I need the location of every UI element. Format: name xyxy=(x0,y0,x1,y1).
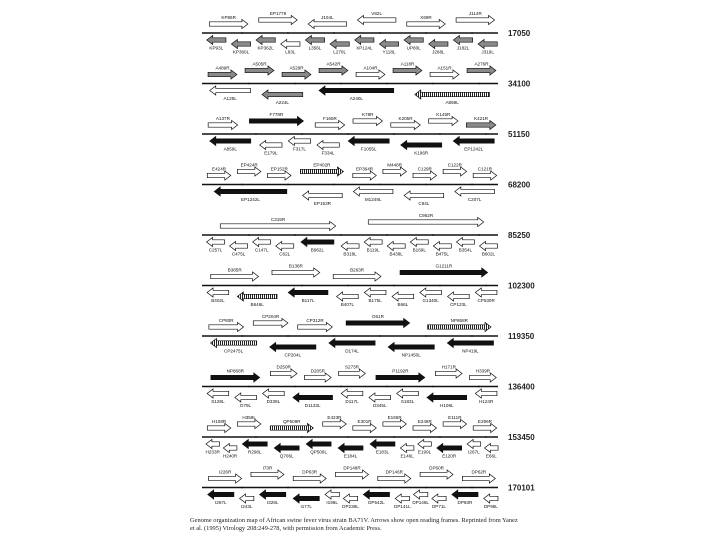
figure-caption: Genome organization map of African swine fever virus strain BA71V. Arrows show open reading frames. Reprinted from Yanez et al. (1995) Virology 208:249-278, with permission from Academic Press. xyxy=(190,517,518,532)
tick-dot xyxy=(347,133,349,135)
orf-label: E111R xyxy=(448,415,462,420)
orf-label: J114R xyxy=(468,11,482,16)
orf-label: B475L xyxy=(435,251,449,257)
row-end-label: 51150 xyxy=(508,130,530,139)
orf-label: NP868R xyxy=(226,368,244,374)
orf-label: B119L xyxy=(366,247,380,253)
tick-dot xyxy=(386,234,388,236)
orf-label: NP1450L xyxy=(401,352,421,358)
orf-label: B438L xyxy=(389,251,403,257)
orf-label: B407L xyxy=(340,302,355,307)
tick-dot xyxy=(439,436,441,438)
orf-label: D79L xyxy=(240,403,252,408)
orf-label: F165R xyxy=(323,116,337,121)
tick-dot xyxy=(393,133,395,135)
orf-label: E296R xyxy=(477,419,492,424)
orf-label: C62L xyxy=(279,251,291,257)
orf-label: B66L xyxy=(397,302,409,307)
tick-dot xyxy=(485,436,487,438)
orf-label: QP509L xyxy=(310,449,328,455)
orf-label: H339R xyxy=(475,368,491,374)
orf-label: A151R xyxy=(437,65,452,71)
orf-label: CP204L xyxy=(284,352,302,358)
tick-dot xyxy=(471,32,473,34)
orf-label: F778R xyxy=(269,112,284,117)
orf-label: G1340L xyxy=(422,298,439,303)
orf-label: EP402R xyxy=(313,162,331,168)
orf-label: D117L xyxy=(345,399,359,404)
genome-row xyxy=(202,11,531,55)
orf-label: CP312R xyxy=(306,318,324,323)
orf-label: CP80R xyxy=(218,318,234,323)
orf-label: I73R xyxy=(262,465,273,471)
tick-dot xyxy=(287,335,289,337)
tick-dot xyxy=(379,184,381,186)
tick-dot xyxy=(347,285,349,287)
orf-label: EP1779 xyxy=(269,11,287,16)
tick-dot xyxy=(255,436,257,438)
orf-label: KP362L xyxy=(257,45,274,51)
genome-row xyxy=(202,213,531,257)
orf-label: L83L xyxy=(285,49,296,55)
tick-dot xyxy=(333,184,335,186)
tick-dot xyxy=(432,386,434,388)
tick-dot xyxy=(393,285,395,287)
orf-label: C257L xyxy=(208,247,223,253)
orf-label: Q706L xyxy=(279,453,294,459)
orf-label: EP364R xyxy=(355,166,374,172)
orf-label: E183L xyxy=(375,449,390,455)
tick-dot xyxy=(333,335,335,337)
orf-label: C475L xyxy=(231,251,246,257)
tick-dot xyxy=(432,83,434,85)
row-end-label: 102300 xyxy=(508,281,535,291)
orf-label: E120R xyxy=(442,453,457,459)
orf-label: EP1242L xyxy=(241,197,260,202)
orf-label: E424R xyxy=(212,166,227,172)
orf-label: DP141L xyxy=(394,504,411,509)
orf-label: I267L xyxy=(468,449,480,455)
orf-label: K421R xyxy=(474,116,489,121)
genome-row xyxy=(202,314,535,358)
orf-label: F317L xyxy=(292,146,306,152)
tick-dot xyxy=(425,335,427,337)
tick-dot xyxy=(248,234,250,236)
tick-dot xyxy=(478,234,480,236)
orf-label: CP204R xyxy=(261,314,280,319)
tick-dot xyxy=(301,436,303,438)
tick-dot xyxy=(471,335,473,337)
tick-dot xyxy=(248,386,250,388)
orf-label: A118R xyxy=(400,61,415,67)
orf-label: A104R xyxy=(363,65,378,71)
orf-label: D250R xyxy=(276,364,291,370)
tick-dot xyxy=(333,32,335,34)
tick-dot xyxy=(301,285,303,287)
orf-label: B402L xyxy=(211,298,225,303)
orf-label: I177L xyxy=(300,504,312,509)
orf-label: A528R xyxy=(289,65,304,71)
orf-label: E184L xyxy=(343,453,358,459)
orf-label: K78R xyxy=(361,112,374,117)
orf-label: Y118L xyxy=(382,49,396,55)
tick-dot xyxy=(287,184,289,186)
orf-label: H359L xyxy=(242,415,256,420)
orf-label: B962L xyxy=(310,247,325,253)
tick-dot xyxy=(241,184,243,186)
tick-dot xyxy=(439,285,441,287)
orf-label: B646L xyxy=(250,302,264,307)
tick-dot xyxy=(241,335,243,337)
orf-label: DP96L xyxy=(483,504,498,509)
orf-label: B263R xyxy=(350,267,365,273)
row-end-label: 170101 xyxy=(508,483,535,493)
tick-dot xyxy=(425,184,427,186)
orf-label: G1211R xyxy=(435,263,453,269)
tick-dot xyxy=(478,386,480,388)
genome-row xyxy=(202,415,535,459)
orf-label: B136R xyxy=(288,263,303,269)
orf-label: B117L xyxy=(301,298,315,303)
orf-label: E423R xyxy=(327,415,342,420)
tick-dot xyxy=(340,234,342,236)
orf-label: I226R xyxy=(219,469,232,475)
tick-dot xyxy=(287,487,289,489)
tick-dot xyxy=(425,487,427,489)
orf-label: E301R xyxy=(357,419,372,424)
orf-label: C207L xyxy=(467,197,482,202)
orf-label: K205R xyxy=(398,116,413,121)
orf-label: H171R xyxy=(441,364,456,370)
orf-label: E179L xyxy=(264,150,278,156)
orf-label: J182L xyxy=(456,45,470,51)
orf-label: C121R xyxy=(477,166,493,172)
orf-label: A489R xyxy=(215,65,230,71)
tick-dot xyxy=(241,487,243,489)
orf-label: B175L xyxy=(368,298,382,303)
orf-label: I243L xyxy=(240,504,253,509)
row-end-label: 153450 xyxy=(508,433,535,442)
orf-label: C122R xyxy=(447,162,463,168)
tick-dot xyxy=(294,234,296,236)
orf-label: B318L xyxy=(343,251,357,257)
orf-label: H108R xyxy=(211,419,227,424)
orf-label: L270L xyxy=(333,49,347,55)
orf-label: H240R xyxy=(222,453,238,459)
orf-label: DP62R xyxy=(471,469,487,475)
orf-label: DP60R xyxy=(429,465,444,471)
tick-dot xyxy=(379,335,381,337)
orf-label: X69R xyxy=(420,15,432,20)
genome-row xyxy=(202,163,531,207)
orf-label: D205R xyxy=(310,368,326,374)
orf-label: A859L xyxy=(445,100,459,105)
orf-label: H233R xyxy=(205,449,220,455)
orf-label: KP360L xyxy=(232,49,250,55)
orf-label: E248R xyxy=(417,419,432,424)
orf-label: CP530R xyxy=(477,298,495,303)
tick-dot xyxy=(478,83,480,85)
tick-dot xyxy=(386,386,388,388)
tick-dot xyxy=(379,32,381,34)
orf-label: J104L xyxy=(321,15,334,20)
tick-dot xyxy=(301,133,303,135)
genome-row xyxy=(202,62,531,106)
orf-label: D174L xyxy=(345,348,359,354)
tick-dot xyxy=(439,133,441,135)
genome-row xyxy=(202,466,535,510)
tick-dot xyxy=(340,83,342,85)
orf-label: KP93L xyxy=(209,45,224,51)
orf-label: CP2475L xyxy=(224,348,244,354)
tick-dot xyxy=(241,32,243,34)
orf-label: B602L xyxy=(481,251,496,257)
orf-label: A240L xyxy=(349,96,364,101)
row-end-label: 119350 xyxy=(508,332,535,341)
orf-label: A542R xyxy=(326,61,341,67)
row-end-label: 136400 xyxy=(508,382,535,392)
genome-row xyxy=(202,112,530,156)
orf-label: C315R xyxy=(270,217,286,222)
orf-label: E146L xyxy=(400,453,414,459)
orf-label: P1192R xyxy=(392,368,409,374)
orf-label: B385R xyxy=(227,267,242,273)
orf-label: DP146R xyxy=(385,469,403,475)
orf-label: EP1242L xyxy=(464,146,484,152)
orf-label: NP419L xyxy=(462,348,479,354)
row-end-label: 68200 xyxy=(508,180,531,190)
orf-label: D1133L xyxy=(304,403,321,408)
orf-label: B354L xyxy=(458,247,473,253)
orf-label: DP148R xyxy=(343,465,361,471)
orf-label: I196L xyxy=(326,500,338,505)
orf-label: I267L xyxy=(215,500,227,505)
orf-label: A137R xyxy=(215,116,230,121)
tick-dot xyxy=(471,487,473,489)
orf-label: C962R xyxy=(418,213,434,218)
tick-dot xyxy=(425,32,427,34)
row-end-label: 34100 xyxy=(508,79,531,89)
tick-dot xyxy=(287,32,289,34)
orf-label: A859L xyxy=(223,146,237,152)
orf-label: DP542L xyxy=(368,500,385,505)
orf-label: F334L xyxy=(321,150,335,156)
orf-label: K145R xyxy=(436,112,451,117)
orf-label: EP424R xyxy=(240,162,258,168)
tick-dot xyxy=(255,285,257,287)
orf-label: I329L xyxy=(266,500,279,505)
orf-label: DP71L xyxy=(431,504,446,509)
orf-label: S183L xyxy=(400,399,415,404)
orf-label: KP86R xyxy=(221,15,236,20)
tick-dot xyxy=(393,436,395,438)
orf-label: S273R xyxy=(344,364,360,370)
orf-label: D339L xyxy=(266,399,281,404)
tick-dot xyxy=(379,487,381,489)
orf-label: S129L xyxy=(211,399,225,404)
orf-label: V82L xyxy=(371,11,383,16)
genome-row xyxy=(202,365,535,409)
tick-dot xyxy=(294,386,296,388)
orf-label: J319L xyxy=(481,49,494,55)
orf-label: UP80L xyxy=(406,45,421,51)
orf-label: J268L xyxy=(432,49,445,55)
orf-label: O61R xyxy=(371,314,384,319)
orf-label: XP124L xyxy=(356,45,373,51)
tick-dot xyxy=(255,133,257,135)
tick-dot xyxy=(294,83,296,85)
tick-dot xyxy=(248,83,250,85)
tick-dot xyxy=(485,133,487,135)
tick-dot xyxy=(471,184,473,186)
orf-label: A276R xyxy=(474,61,489,67)
genome-row xyxy=(202,264,535,308)
orf-label: QP509R xyxy=(282,419,301,424)
orf-label: DP63R xyxy=(302,469,318,475)
orf-label: E199L xyxy=(417,449,432,455)
orf-label: DP146L xyxy=(412,500,429,505)
orf-label: K196R xyxy=(414,150,429,156)
orf-label: A224L xyxy=(275,100,290,105)
orf-label: H124R xyxy=(478,399,494,404)
orf-label: R298L xyxy=(248,449,262,455)
tick-dot xyxy=(333,487,335,489)
orf-label: H108L xyxy=(440,403,454,408)
tick-dot xyxy=(347,436,349,438)
orf-label: A505R xyxy=(252,61,267,67)
orf-label: C129R xyxy=(417,166,432,172)
orf-label: NP868R xyxy=(450,318,468,323)
row-end-label: 17050 xyxy=(508,29,531,38)
orf-label: C147L xyxy=(254,247,269,253)
orf-label: D345L xyxy=(372,403,387,408)
orf-label: EP153R xyxy=(313,201,331,206)
orf-label: M1249L xyxy=(364,197,382,202)
orf-label: E66L xyxy=(485,453,497,459)
orf-label: A125L xyxy=(223,96,237,101)
orf-label: EP152R xyxy=(270,166,288,172)
tick-dot xyxy=(340,386,342,388)
orf-label: F1055L xyxy=(360,146,377,152)
orf-label: C84L xyxy=(418,201,430,206)
orf-label: CP123L xyxy=(450,302,467,307)
row-end-label: 85250 xyxy=(508,231,531,240)
orf-label: DP93R xyxy=(457,500,473,505)
tick-dot xyxy=(432,234,434,236)
tick-dot xyxy=(386,83,388,85)
orf-label: M448R xyxy=(387,162,403,168)
tick-dot xyxy=(485,285,487,287)
orf-label: B169L xyxy=(412,247,426,253)
orf-label: E165R xyxy=(387,415,402,420)
orf-label: L356L xyxy=(308,45,322,51)
orf-label: DP238L xyxy=(342,504,359,509)
